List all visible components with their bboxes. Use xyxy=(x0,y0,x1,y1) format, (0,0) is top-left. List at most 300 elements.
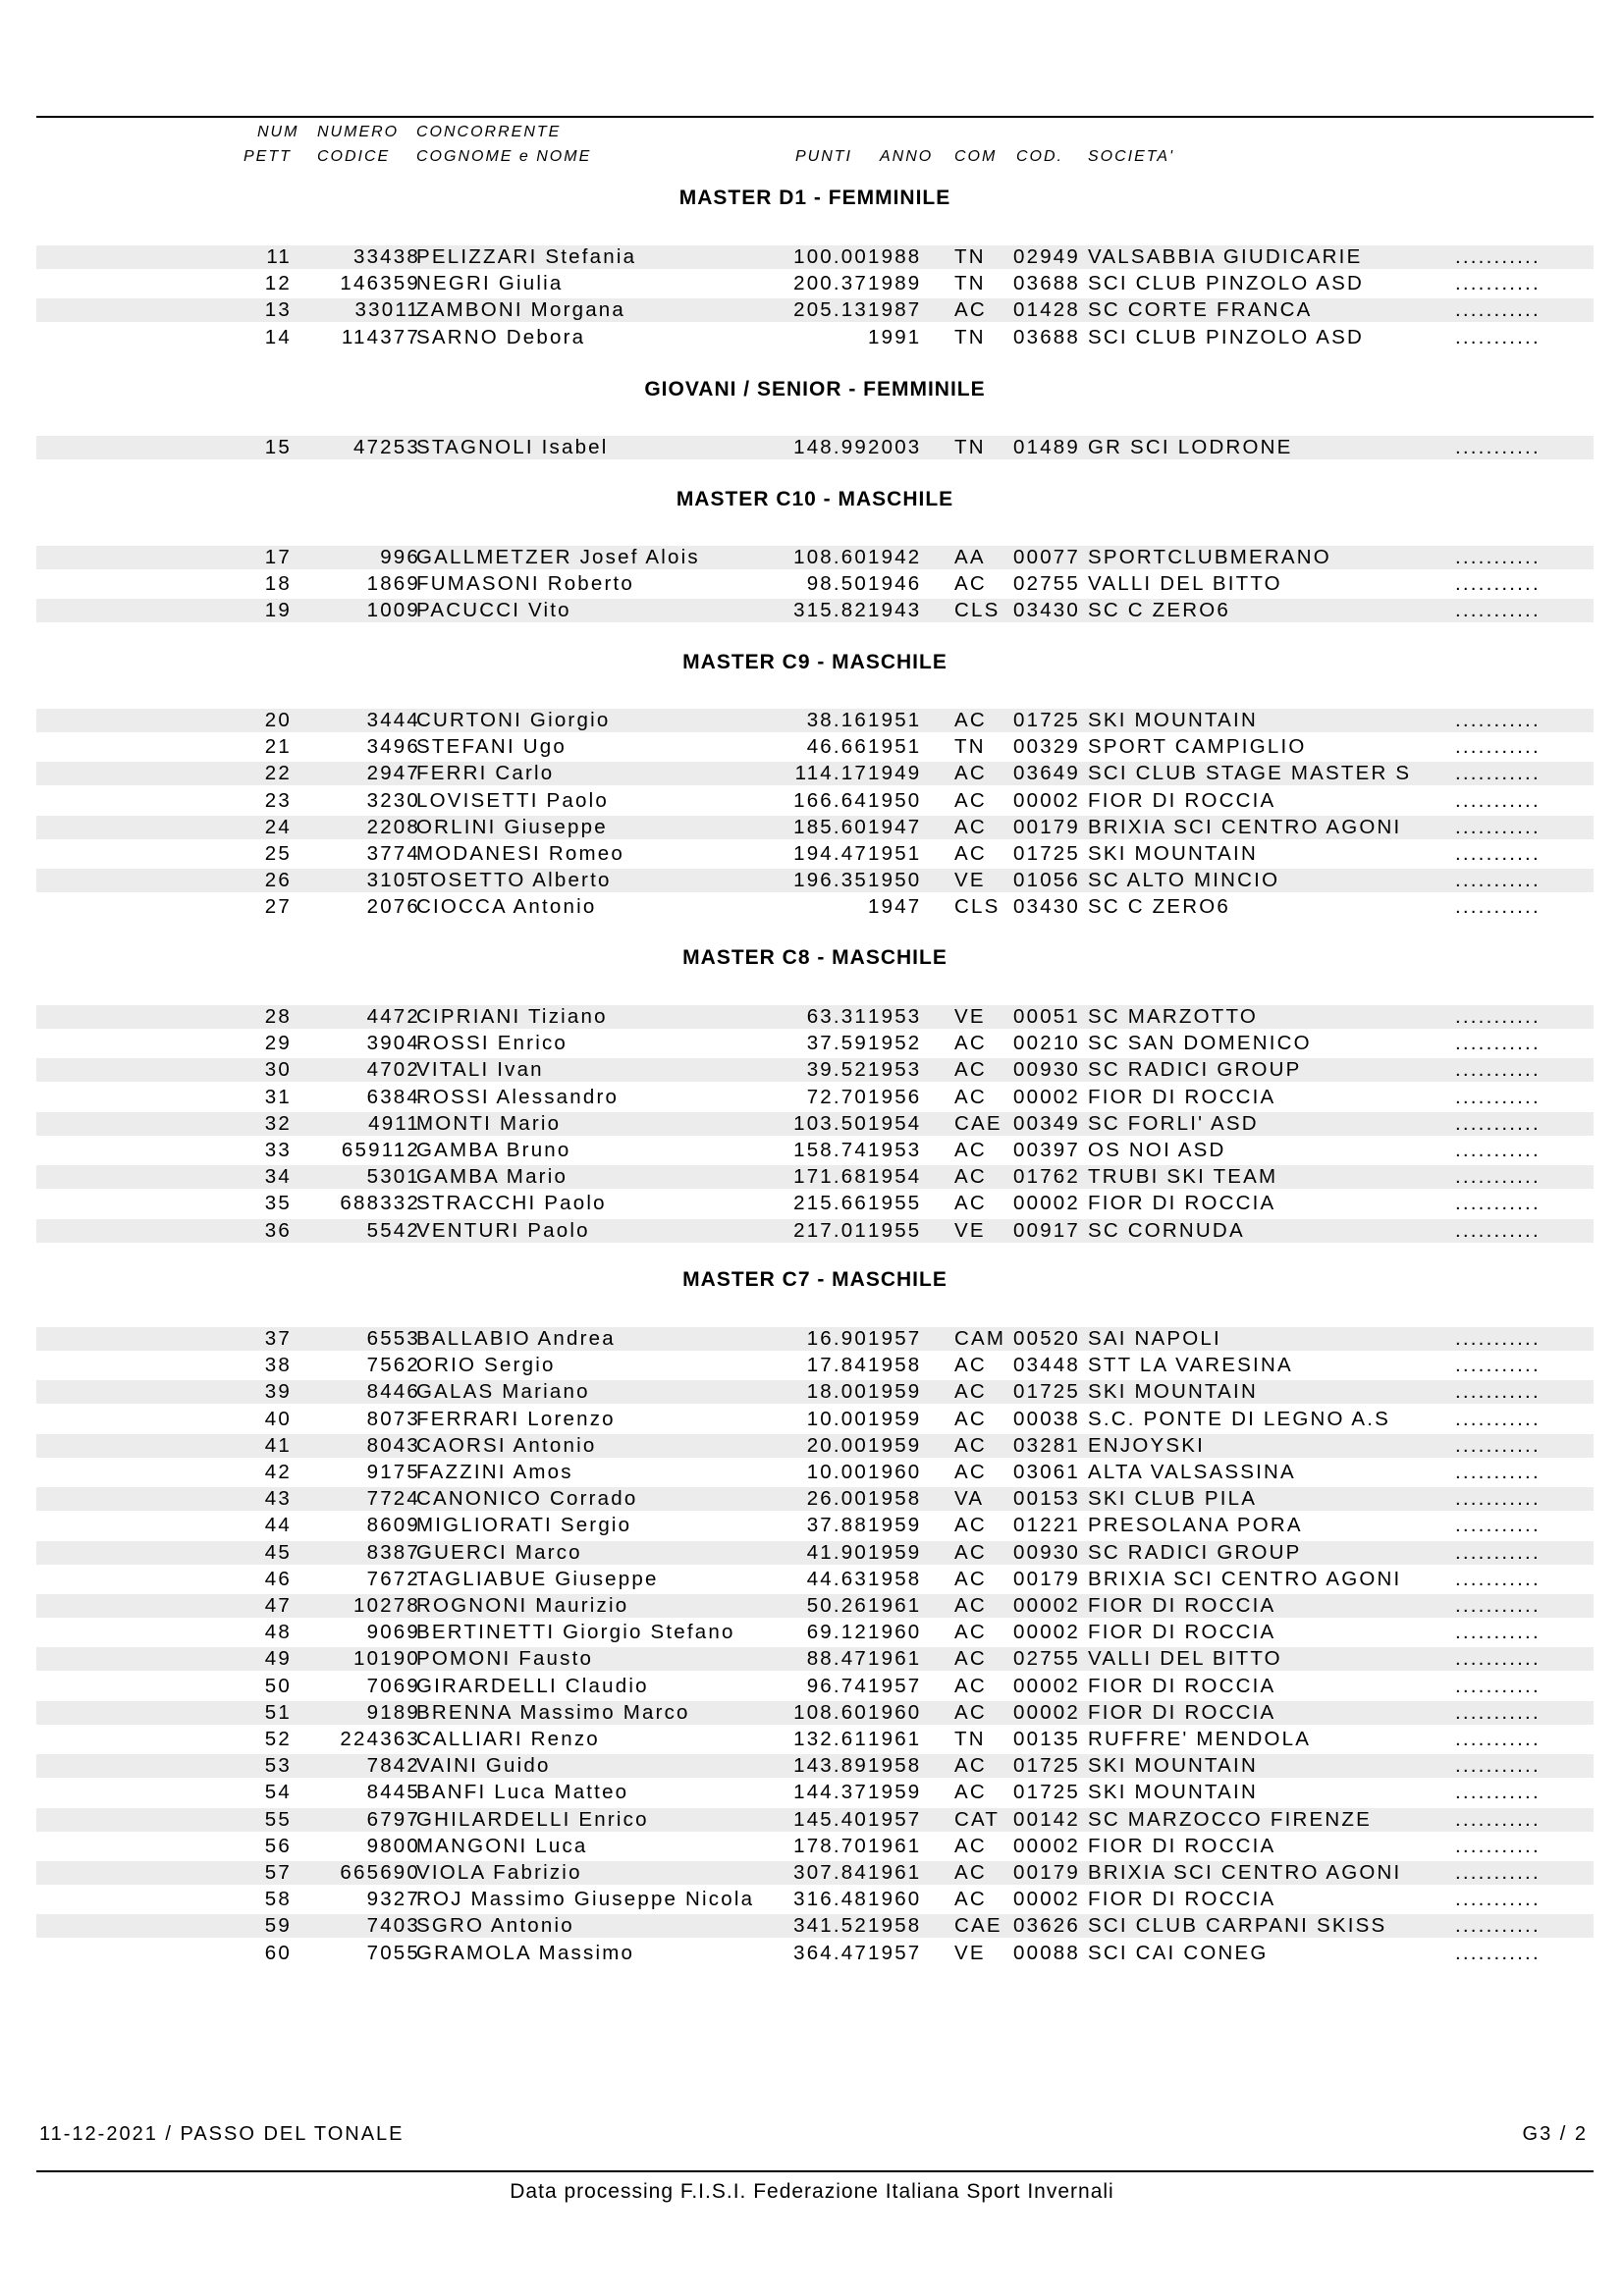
cell-nome: GALLMETZER Josef Alois xyxy=(416,546,700,568)
table-row xyxy=(36,1408,1594,1431)
cell-punti: 196.35 xyxy=(793,869,868,892)
cell-anno: 1947 xyxy=(868,815,922,838)
cell-pett: 37 xyxy=(264,1327,292,1350)
cell-pett: 25 xyxy=(264,842,292,865)
cell-codice: 4702 xyxy=(366,1058,420,1082)
cell-dots: ........... xyxy=(1455,1327,1541,1350)
cell-nome: ORIO Sergio xyxy=(416,1354,556,1377)
cell-punti: 205.13 xyxy=(793,298,868,322)
table-row xyxy=(36,789,1594,813)
cell-com: TN xyxy=(954,735,986,759)
table-row xyxy=(36,272,1594,295)
cell-cod: 01725 xyxy=(1013,842,1081,865)
cell-nome: CIPRIANI Tiziano xyxy=(416,1005,608,1028)
cell-pett: 13 xyxy=(264,298,292,322)
cell-dots: ........... xyxy=(1455,842,1541,865)
cell-dots: ........... xyxy=(1455,1888,1541,1911)
cell-com: AC xyxy=(954,788,987,812)
cell-cod: 00002 xyxy=(1013,1085,1081,1108)
cell-anno: 1987 xyxy=(868,298,922,322)
table-row xyxy=(36,1165,1594,1189)
cell-pett: 43 xyxy=(264,1487,292,1511)
cell-punti: 18.00 xyxy=(806,1380,868,1404)
cell-nome: BALLABIO Andrea xyxy=(416,1327,616,1350)
cell-punti: 148.99 xyxy=(793,436,868,458)
cell-cod: 01725 xyxy=(1013,709,1081,731)
cell-punti: 41.90 xyxy=(806,1540,868,1564)
cell-cod: 01762 xyxy=(1013,1165,1081,1189)
cell-codice: 10190 xyxy=(352,1647,420,1671)
cell-anno: 1957 xyxy=(868,1674,922,1697)
table-row xyxy=(36,1380,1594,1404)
cell-nome: GAMBA Bruno xyxy=(416,1139,571,1161)
category-title: GIOVANI / SENIOR - FEMMINILE xyxy=(644,378,986,400)
cell-pett: 12 xyxy=(264,272,292,295)
cell-pett: 45 xyxy=(264,1540,292,1564)
cell-anno: 1946 xyxy=(868,572,922,596)
cell-cod: 03430 xyxy=(1013,895,1081,919)
footer-credits: Data processing F.I.S.I. Federazione Italiana Sport Invernali xyxy=(510,2180,1114,2203)
cell-dots: ........... xyxy=(1455,1354,1541,1377)
cell-codice: 9069 xyxy=(366,1621,420,1644)
cell-codice: 10278 xyxy=(352,1594,420,1617)
table-row xyxy=(36,1914,1594,1938)
cell-anno: 1951 xyxy=(868,842,922,865)
cell-cod: 00002 xyxy=(1013,1888,1081,1911)
cell-pett: 19 xyxy=(264,599,292,622)
table-row xyxy=(36,1647,1594,1671)
cell-codice: 665690 xyxy=(340,1861,420,1884)
cell-cod: 00179 xyxy=(1013,1861,1081,1884)
cell-codice: 114377 xyxy=(341,325,420,348)
cell-anno: 1955 xyxy=(868,1192,922,1215)
cell-nome: ZAMBONI Morgana xyxy=(416,298,625,322)
cell-dots: ........... xyxy=(1455,1487,1541,1511)
cell-anno: 1961 xyxy=(868,1728,922,1750)
cell-punti: 39.52 xyxy=(806,1058,868,1082)
cell-com: AC xyxy=(954,1380,987,1404)
cell-codice: 9189 xyxy=(366,1700,420,1724)
cell-anno: 1961 xyxy=(868,1834,922,1857)
cell-cod: 00153 xyxy=(1013,1487,1081,1511)
cell-pett: 27 xyxy=(264,895,292,919)
cell-nome: STEFANI Ugo xyxy=(416,735,567,759)
cell-nome: GRAMOLA Massimo xyxy=(416,1941,635,1964)
table-row xyxy=(36,1354,1594,1377)
cell-nome: VAINI Guido xyxy=(416,1754,551,1778)
cell-pett: 24 xyxy=(264,815,292,838)
cell-com: AC xyxy=(954,1058,987,1082)
header-punti: PUNTI xyxy=(795,148,852,165)
cell-punti: 143.89 xyxy=(793,1754,868,1778)
cell-codice: 9327 xyxy=(366,1888,420,1911)
cell-societa: FIOR DI ROCCIA xyxy=(1088,1700,1276,1724)
cell-anno: 1958 xyxy=(868,1567,922,1590)
cell-nome: MIGLIORATI Sergio xyxy=(416,1514,632,1537)
cell-nome: BERTINETTI Giorgio Stefano xyxy=(416,1621,735,1644)
cell-punti: 178.70 xyxy=(793,1834,868,1857)
cell-punti: 50.26 xyxy=(806,1594,868,1617)
table-row xyxy=(36,816,1594,839)
header-cod: COD. xyxy=(1016,148,1063,165)
footer-page-number: G3 / 2 xyxy=(1522,2123,1588,2145)
cell-codice: 3444 xyxy=(366,709,420,731)
cell-punti: 72.70 xyxy=(806,1085,868,1108)
cell-com: VA xyxy=(954,1487,985,1511)
cell-societa: FIOR DI ROCCIA xyxy=(1088,1621,1276,1644)
cell-pett: 21 xyxy=(264,735,292,759)
cell-societa: GR SCI LODRONE xyxy=(1088,436,1293,458)
cell-codice: 33011 xyxy=(354,298,420,322)
cell-com: AC xyxy=(954,1700,987,1724)
cell-pett: 48 xyxy=(264,1621,292,1644)
cell-anno: 1953 xyxy=(868,1139,922,1161)
table-row xyxy=(36,1086,1594,1109)
cell-punti: 26.00 xyxy=(806,1487,868,1511)
cell-cod: 01489 xyxy=(1013,436,1081,458)
table-row xyxy=(36,1861,1594,1885)
cell-nome: FAZZINI Amos xyxy=(416,1461,573,1483)
cell-punti: 100.00 xyxy=(793,245,868,268)
category-title: MASTER C10 - MASCHILE xyxy=(676,488,954,510)
cell-dots: ........... xyxy=(1455,1540,1541,1564)
header-numero: NUMERO xyxy=(317,124,400,140)
cell-societa: VALLI DEL BITTO xyxy=(1088,572,1282,596)
cell-cod: 02949 xyxy=(1013,245,1081,268)
cell-com: AC xyxy=(954,1461,987,1483)
cell-societa: SC CORTE FRANCA xyxy=(1088,298,1313,322)
cell-anno: 1960 xyxy=(868,1700,922,1724)
cell-dots: ........... xyxy=(1455,1192,1541,1215)
cell-pett: 52 xyxy=(264,1728,292,1750)
cell-nome: CANONICO Corrado xyxy=(416,1487,638,1511)
cell-nome: GIRARDELLI Claudio xyxy=(416,1674,649,1697)
cell-societa: SKI MOUNTAIN xyxy=(1088,709,1258,731)
table-row xyxy=(36,895,1594,919)
cell-cod: 01725 xyxy=(1013,1754,1081,1778)
category-title: MASTER C8 - MASCHILE xyxy=(682,946,947,969)
cell-pett: 14 xyxy=(264,325,292,348)
cell-dots: ........... xyxy=(1455,272,1541,295)
table-row xyxy=(36,1728,1594,1751)
cell-pett: 40 xyxy=(264,1407,292,1430)
cell-anno: 2003 xyxy=(868,436,922,458)
cell-societa: SC C ZERO6 xyxy=(1088,599,1231,622)
cell-cod: 00179 xyxy=(1013,1567,1081,1590)
cell-dots: ........... xyxy=(1455,546,1541,568)
cell-nome: PELIZZARI Stefania xyxy=(416,245,637,268)
cell-pett: 46 xyxy=(264,1567,292,1590)
cell-com: AC xyxy=(954,572,987,596)
table-row xyxy=(36,1942,1594,1965)
cell-nome: CURTONI Giorgio xyxy=(416,709,611,731)
cell-com: VE xyxy=(954,1941,986,1964)
cell-nome: SGRO Antonio xyxy=(416,1914,574,1938)
cell-anno: 1961 xyxy=(868,1647,922,1671)
cell-pett: 32 xyxy=(264,1111,292,1135)
cell-dots: ........... xyxy=(1455,325,1541,348)
cell-anno: 1957 xyxy=(868,1807,922,1831)
cell-punti: 194.47 xyxy=(793,842,868,865)
cell-codice: 224363 xyxy=(340,1728,420,1750)
header-cognome-nome: COGNOME e NOME xyxy=(416,148,592,165)
cell-societa: SKI MOUNTAIN xyxy=(1088,1380,1258,1404)
table-row xyxy=(36,842,1594,866)
cell-cod: 00930 xyxy=(1013,1540,1081,1564)
cell-dots: ........... xyxy=(1455,1005,1541,1028)
cell-codice: 7069 xyxy=(366,1674,420,1697)
cell-dots: ........... xyxy=(1455,1514,1541,1537)
cell-nome: GHILARDELLI Enrico xyxy=(416,1807,649,1831)
cell-dots: ........... xyxy=(1455,1700,1541,1724)
cell-societa: SCI CLUB PINZOLO ASD xyxy=(1088,325,1364,348)
cell-nome: GAMBA Mario xyxy=(416,1165,568,1189)
cell-dots: ........... xyxy=(1455,1674,1541,1697)
cell-codice: 8043 xyxy=(366,1433,420,1457)
cell-anno: 1960 xyxy=(868,1888,922,1911)
cell-cod: 00088 xyxy=(1013,1941,1081,1964)
cell-societa: SKI MOUNTAIN xyxy=(1088,842,1258,865)
cell-punti: 98.50 xyxy=(806,572,868,596)
cell-cod: 00002 xyxy=(1013,1834,1081,1857)
cell-pett: 11 xyxy=(266,245,292,268)
cell-pett: 30 xyxy=(264,1058,292,1082)
cell-codice: 2947 xyxy=(366,762,420,785)
cell-societa: VALLI DEL BITTO xyxy=(1088,1647,1282,1671)
cell-com: AC xyxy=(954,298,987,322)
cell-anno: 1958 xyxy=(868,1914,922,1938)
cell-pett: 42 xyxy=(264,1461,292,1483)
cell-cod: 00349 xyxy=(1013,1111,1081,1135)
cell-anno: 1950 xyxy=(868,869,922,892)
cell-punti: 88.47 xyxy=(806,1647,868,1671)
cell-com: CLS xyxy=(954,895,1001,919)
table-row xyxy=(36,735,1594,759)
cell-codice: 9800 xyxy=(366,1834,420,1857)
cell-punti: 10.00 xyxy=(806,1461,868,1483)
category-title: MASTER C7 - MASCHILE xyxy=(682,1268,947,1291)
cell-dots: ........... xyxy=(1455,1621,1541,1644)
cell-codice: 8387 xyxy=(366,1540,420,1564)
cell-codice: 4911 xyxy=(368,1111,420,1135)
cell-cod: 00002 xyxy=(1013,1594,1081,1617)
cell-dots: ........... xyxy=(1455,245,1541,268)
cell-cod: 03430 xyxy=(1013,599,1081,622)
table-row xyxy=(36,245,1594,269)
cell-codice: 3496 xyxy=(366,735,420,759)
cell-nome: MANGONI Luca xyxy=(416,1834,588,1857)
cell-dots: ........... xyxy=(1455,1647,1541,1671)
cell-societa: SC RADICI GROUP xyxy=(1088,1540,1302,1564)
cell-punti: 38.16 xyxy=(806,709,868,731)
cell-com: CAE xyxy=(954,1914,1002,1938)
table-row xyxy=(36,1594,1594,1618)
cell-punti: 44.63 xyxy=(806,1567,868,1590)
cell-pett: 36 xyxy=(264,1218,292,1242)
cell-cod: 03649 xyxy=(1013,762,1081,785)
cell-codice: 9175 xyxy=(366,1461,420,1483)
cell-com: AC xyxy=(954,1085,987,1108)
table-row xyxy=(36,1327,1594,1351)
cell-nome: MONTI Mario xyxy=(416,1111,562,1135)
cell-cod: 00329 xyxy=(1013,735,1081,759)
cell-com: TN xyxy=(954,325,986,348)
cell-punti: 364.47 xyxy=(793,1941,868,1964)
cell-pett: 33 xyxy=(264,1139,292,1161)
table-row xyxy=(36,546,1594,569)
cell-codice: 7562 xyxy=(366,1354,420,1377)
cell-cod: 00917 xyxy=(1013,1218,1081,1242)
cell-anno: 1958 xyxy=(868,1487,922,1511)
cell-codice: 8446 xyxy=(366,1380,420,1404)
cell-dots: ........... xyxy=(1455,436,1541,458)
cell-pett: 38 xyxy=(264,1354,292,1377)
table-row xyxy=(36,869,1594,892)
cell-pett: 41 xyxy=(264,1433,292,1457)
table-row xyxy=(36,1192,1594,1215)
cell-pett: 29 xyxy=(264,1032,292,1055)
table-row xyxy=(36,1032,1594,1055)
cell-com: AC xyxy=(954,1354,987,1377)
table-row xyxy=(36,709,1594,732)
cell-cod: 03626 xyxy=(1013,1914,1081,1938)
cell-nome: CAORSI Antonio xyxy=(416,1433,597,1457)
cell-com: AC xyxy=(954,1514,987,1537)
cell-com: AC xyxy=(954,1674,987,1697)
cell-dots: ........... xyxy=(1455,1941,1541,1964)
cell-dots: ........... xyxy=(1455,1754,1541,1778)
header-com: COM xyxy=(954,148,998,165)
cell-com: TN xyxy=(954,272,986,295)
cell-nome: MODANESI Romeo xyxy=(416,842,624,865)
cell-pett: 31 xyxy=(264,1085,292,1108)
cell-nome: VIOLA Fabrizio xyxy=(416,1861,582,1884)
cell-punti: 16.90 xyxy=(806,1327,868,1350)
cell-com: VE xyxy=(954,1218,986,1242)
cell-dots: ........... xyxy=(1455,735,1541,759)
cell-codice: 5301 xyxy=(366,1165,420,1189)
cell-dots: ........... xyxy=(1455,1111,1541,1135)
footer-date-place: 11-12-2021 / PASSO DEL TONALE xyxy=(39,2123,405,2145)
cell-nome: TOSETTO Alberto xyxy=(416,869,612,892)
cell-punti: 185.60 xyxy=(793,815,868,838)
cell-cod: 01428 xyxy=(1013,298,1081,322)
table-row xyxy=(36,1461,1594,1484)
cell-dots: ........... xyxy=(1455,1807,1541,1831)
cell-punti: 145.40 xyxy=(793,1807,868,1831)
cell-cod: 02755 xyxy=(1013,1647,1081,1671)
table-row xyxy=(36,1888,1594,1911)
cell-cod: 00520 xyxy=(1013,1327,1081,1350)
table-row xyxy=(36,326,1594,349)
cell-nome: CALLIARI Renzo xyxy=(416,1728,600,1750)
cell-anno: 1961 xyxy=(868,1594,922,1617)
cell-nome: LOVISETTI Paolo xyxy=(416,788,609,812)
cell-anno: 1953 xyxy=(868,1058,922,1082)
cell-nome: ROSSI Enrico xyxy=(416,1032,568,1055)
cell-pett: 60 xyxy=(264,1941,292,1964)
cell-cod: 03281 xyxy=(1013,1433,1081,1457)
cell-punti: 20.00 xyxy=(806,1433,868,1457)
cell-dots: ........... xyxy=(1455,1461,1541,1483)
cell-codice: 7055 xyxy=(366,1941,420,1964)
cell-codice: 47253 xyxy=(352,436,420,458)
cell-nome: VENTURI Paolo xyxy=(416,1218,590,1242)
cell-societa: VALSABBIA GIUDICARIE xyxy=(1088,245,1363,268)
cell-punti: 200.37 xyxy=(793,272,868,295)
cell-anno: 1961 xyxy=(868,1861,922,1884)
table-row xyxy=(36,1835,1594,1858)
cell-pett: 26 xyxy=(264,869,292,892)
cell-pett: 28 xyxy=(264,1005,292,1028)
header-societa: SOCIETA' xyxy=(1088,148,1175,165)
table-row xyxy=(36,1621,1594,1644)
cell-dots: ........... xyxy=(1455,1058,1541,1082)
cell-cod: 00930 xyxy=(1013,1058,1081,1082)
cell-com: AC xyxy=(954,1032,987,1055)
cell-nome: ROJ Massimo Giuseppe Nicola xyxy=(416,1888,755,1911)
table-row xyxy=(36,1219,1594,1243)
cell-societa: SCI CAI CONEG xyxy=(1088,1941,1269,1964)
cell-anno: 1949 xyxy=(868,762,922,785)
cell-cod: 00142 xyxy=(1013,1807,1081,1831)
cell-codice: 8073 xyxy=(366,1407,420,1430)
table-row xyxy=(36,1808,1594,1832)
cell-dots: ........... xyxy=(1455,815,1541,838)
cell-codice: 1869 xyxy=(366,572,420,596)
cell-societa: BRIXIA SCI CENTRO AGONI xyxy=(1088,1567,1402,1590)
cell-societa: FIOR DI ROCCIA xyxy=(1088,1674,1276,1697)
cell-societa: S.C. PONTE DI LEGNO A.S xyxy=(1088,1407,1391,1430)
cell-societa: RUFFRE' MENDOLA xyxy=(1088,1728,1312,1750)
cell-anno: 1954 xyxy=(868,1165,922,1189)
cell-codice: 7842 xyxy=(366,1754,420,1778)
cell-cod: 00002 xyxy=(1013,1621,1081,1644)
cell-societa: PRESOLANA PORA xyxy=(1088,1514,1303,1537)
cell-com: AC xyxy=(954,1567,987,1590)
cell-anno: 1959 xyxy=(868,1781,922,1804)
cell-com: TN xyxy=(954,1728,986,1750)
cell-dots: ........... xyxy=(1455,298,1541,322)
cell-punti: 114.17 xyxy=(794,762,868,785)
cell-anno: 1960 xyxy=(868,1461,922,1483)
cell-com: AC xyxy=(954,815,987,838)
cell-cod: 03448 xyxy=(1013,1354,1081,1377)
cell-nome: BRENNA Massimo Marco xyxy=(416,1700,690,1724)
cell-nome: NEGRI Giulia xyxy=(416,272,564,295)
cell-codice: 6384 xyxy=(366,1085,420,1108)
table-row xyxy=(36,1139,1594,1162)
cell-dots: ........... xyxy=(1455,788,1541,812)
cell-anno: 1952 xyxy=(868,1032,922,1055)
cell-com: CAE xyxy=(954,1111,1002,1135)
cell-nome: PACUCCI Vito xyxy=(416,599,571,622)
cell-societa: SPORTCLUBMERANO xyxy=(1088,546,1331,568)
cell-anno: 1959 xyxy=(868,1514,922,1537)
cell-societa: SKI MOUNTAIN xyxy=(1088,1781,1258,1804)
cell-dots: ........... xyxy=(1455,1834,1541,1857)
cell-anno: 1960 xyxy=(868,1621,922,1644)
cell-societa: FIOR DI ROCCIA xyxy=(1088,1834,1276,1857)
cell-com: AC xyxy=(954,1621,987,1644)
cell-com: AC xyxy=(954,1433,987,1457)
cell-anno: 1950 xyxy=(868,788,922,812)
cell-anno: 1955 xyxy=(868,1218,922,1242)
cell-punti: 108.60 xyxy=(793,546,868,568)
cell-com: AC xyxy=(954,1834,987,1857)
cell-pett: 35 xyxy=(264,1192,292,1215)
cell-com: AC xyxy=(954,1165,987,1189)
